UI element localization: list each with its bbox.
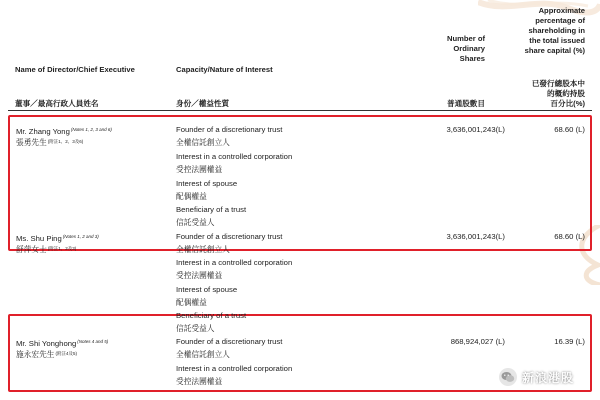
- row-name-en: [16, 232, 99, 244]
- notes-ref: (附註4及5): [55, 351, 77, 356]
- header-pct-zh: [500, 79, 585, 109]
- row-name-en: [16, 125, 112, 137]
- capacity-line: Interest of spouse: [176, 285, 238, 294]
- header-pct-en: [500, 6, 585, 56]
- capacity-line: Founder of a discretionary trust: [176, 232, 283, 241]
- capacity-line: 受控法團權益: [176, 165, 223, 174]
- name-text: Mr. Shi Yonghong: [16, 339, 77, 348]
- header-divider: [8, 110, 592, 111]
- capacity-line: Beneficiary of a trust: [176, 205, 247, 214]
- notes-ref: (附註1、2及3): [47, 246, 77, 251]
- header-capacity-en: Capacity/Nature of Interest: [176, 65, 273, 74]
- header-shares-line: Shares: [459, 54, 485, 63]
- percentage-value: 68.60 (L): [554, 232, 585, 241]
- capacity-line: 受控法團權益: [176, 377, 223, 386]
- capacity-line: Founder of a discretionary trust: [176, 337, 283, 346]
- row-name-en: [16, 337, 108, 349]
- capacity-line: 全權信託創立人: [176, 138, 230, 147]
- notes-ref: (Notes 1, 2, 3 and 6): [70, 127, 112, 132]
- header-pct-line: shareholding in: [528, 26, 585, 35]
- row-name-zh: [16, 137, 83, 148]
- watermark: [499, 366, 574, 388]
- name-text: 舒萍女士: [16, 245, 47, 254]
- shares-value: 3,636,001,243(L): [446, 232, 505, 241]
- capacity-line: 信託受益人: [176, 324, 215, 333]
- header-pct-zh-line: 的概約持股: [547, 89, 585, 98]
- header-pct-line: Approximate: [538, 6, 585, 15]
- header-pct-line: the total issued: [529, 36, 585, 45]
- capacity-line: Interest in a controlled corporation: [176, 258, 293, 267]
- header-pct-zh-line: 百分比(%): [550, 99, 585, 108]
- capacity-line: 受控法團權益: [176, 271, 223, 280]
- header-pct-zh-line: 已發行總股本中: [531, 79, 585, 88]
- watermark-text: 新浪港股: [522, 370, 575, 385]
- name-text: 施永宏先生: [16, 350, 55, 359]
- header-shares-line: Ordinary: [453, 44, 485, 53]
- capacity-line: 配偶權益: [176, 298, 207, 307]
- name-text: 張勇先生: [16, 138, 47, 147]
- capacity-line: 全權信託創立人: [176, 245, 230, 254]
- header-pct-line: percentage of: [535, 16, 585, 25]
- percentage-value: 68.60 (L): [554, 125, 585, 134]
- shares-value: 3,636,001,243(L): [446, 125, 505, 134]
- header-shares-zh: 普通股數目: [447, 99, 485, 108]
- capacity-line: Founder of a discretionary trust: [176, 125, 283, 134]
- notes-ref: (附註1、2、3及6): [47, 139, 84, 144]
- capacity-line: Interest in a controlled corporation: [176, 152, 293, 161]
- notes-ref: (Notes 1, 2 and 3): [62, 234, 99, 239]
- row-name-zh: [16, 244, 76, 255]
- shares-value: 868,924,027 (L): [450, 337, 505, 346]
- header-pct-line: share capital (%): [524, 46, 585, 55]
- capacity-line: Interest of spouse: [176, 179, 238, 188]
- capacity-line: 信託受益人: [176, 218, 215, 227]
- header-shares-en: [415, 34, 485, 64]
- name-text: Ms. Shu Ping: [16, 234, 62, 243]
- capacity-line: Interest in a controlled corporation: [176, 364, 293, 373]
- row-name-zh: [16, 349, 77, 360]
- header-name-zh: 董事／最高行政人員姓名: [15, 99, 99, 108]
- capacity-line: 配偶權益: [176, 192, 207, 201]
- wechat-icon: [499, 368, 517, 386]
- header-capacity-zh: 身份／權益性質: [176, 99, 230, 108]
- name-text: Mr. Zhang Yong: [16, 127, 70, 136]
- header-name-en: Name of Director/Chief Executive: [15, 65, 135, 74]
- notes-ref: (Notes 4 and 5): [77, 339, 109, 344]
- percentage-value: 16.39 (L): [554, 337, 585, 346]
- header-shares-line: Number of: [447, 34, 485, 43]
- capacity-line: Beneficiary of a trust: [176, 311, 247, 320]
- capacity-line: 全權信託創立人: [176, 350, 230, 359]
